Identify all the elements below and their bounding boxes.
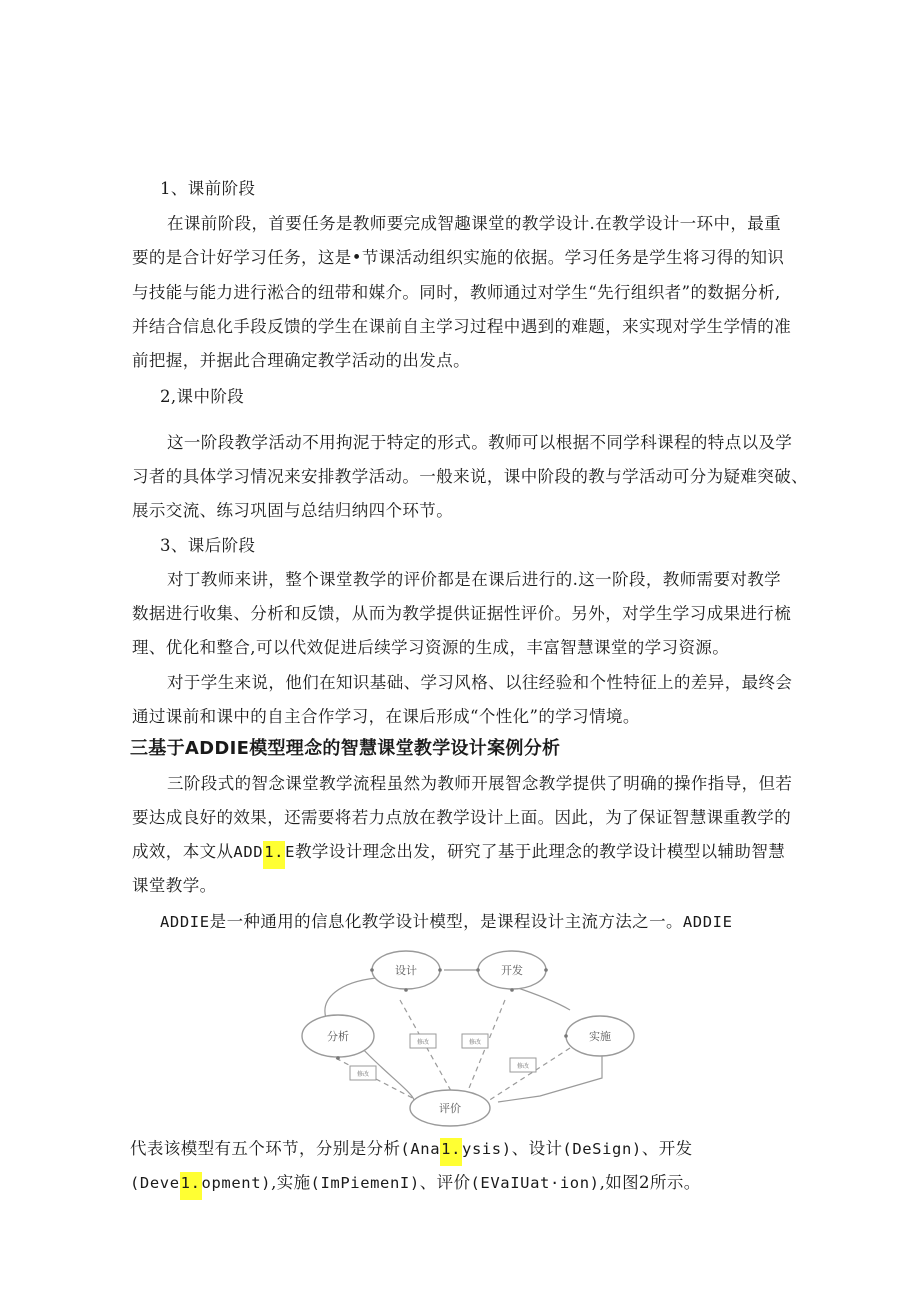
text-segment: 成效，本文从 — [132, 842, 234, 861]
text-segment: 教学设计理念出发，研究了基于此理念的教学设计模型以辅助智慧 — [295, 842, 786, 861]
text-segment: (DeSign) — [562, 1140, 642, 1158]
text-line: 对丁教师来讲，整个课堂教学的评价都是在课后进行的.这一阶段，教师需要对教学 — [167, 570, 782, 589]
node-develop-label: 开发 — [501, 964, 523, 977]
text-line-addie-intro — [160, 910, 733, 934]
highlight-mark: 1. — [440, 1138, 462, 1166]
dashed-develop-evaluate — [465, 1000, 505, 1098]
text-line: 三阶段式的智念课堂教学流程虽然为教师开展智念教学提供了明确的操作指导，但若 — [167, 774, 793, 793]
text-segment: (Deve — [130, 1174, 180, 1192]
node-evaluate-label: 评价 — [439, 1102, 461, 1115]
text-line-with-highlight — [132, 840, 785, 864]
text-segment: ,如图2所示。 — [599, 1173, 701, 1192]
heading-post-class: 3、课后阶段 — [160, 536, 256, 555]
text-segment: ysis) — [462, 1140, 512, 1158]
text-segment: ADDIE — [682, 913, 733, 931]
text-line: 通过课前和课中的自主合作学习，在课后形成“个性化”的学习情境。 — [132, 707, 640, 726]
link-develop-implement — [512, 986, 570, 1010]
text-segment: 代表该模型有五个环节，分别是分析 — [130, 1139, 401, 1158]
text-segment: (EVaIUat·ion) — [470, 1174, 600, 1192]
text-line: 要达成良好的效果，还需要将若力点放在教学设计上面。因此，为了保证智慧课重教学的 — [132, 808, 792, 827]
text-line: 在课前阶段，首要任务是教师要完成智趣课堂的教学设计.在教学设计一环中，最重 — [167, 214, 782, 233]
text-line: 习者的具体学习情况来安排教学活动。一般来说，课中阶段的教与学活动可分为疑难突破、 — [132, 467, 808, 486]
text-segment: opment) — [201, 1174, 272, 1192]
text-segment: ,实施 — [271, 1173, 311, 1192]
revise-label: 修改 — [356, 1071, 370, 1078]
text-line: 这一阶段教学活动不用拘泥于特定的形式。教师可以根据不同学科课程的特点以及学 — [167, 433, 793, 452]
highlight-mark: 1. — [180, 1172, 202, 1200]
text-line: 并结合信息化手段反馈的学生在课前自主学习过程中遇到的难题，来实现对学生学情的准 — [132, 317, 792, 336]
addie-diagram — [280, 948, 640, 1128]
text-segment: 、评价 — [419, 1173, 471, 1192]
text-line-addie-stages-1 — [130, 1137, 693, 1161]
text-segment: 、设计 — [511, 1139, 563, 1158]
node-implement-label: 实施 — [589, 1030, 611, 1043]
node-design-label: 设计 — [395, 964, 417, 977]
text-line: 课堂教学。 — [132, 876, 217, 895]
text-line: 与技能与能力进行淞合的纽带和媒介。同时，教师通过对学生“先行组织者”的数据分析, — [132, 283, 781, 302]
heading-in-class: 2,课中阶段 — [160, 387, 245, 406]
revise-label: 修改 — [416, 1039, 430, 1046]
text-line-addie-stages-2 — [130, 1171, 701, 1195]
text-segment: (Ana — [400, 1140, 441, 1158]
revise-label: 修改 — [516, 1063, 530, 1070]
highlight-mark: 1. — [263, 841, 285, 869]
text-line: 前把握，并据此合理确定教学活动的出发点。 — [132, 351, 470, 370]
text-segment: ADDIE — [160, 913, 210, 931]
text-line: 对于学生来说，他们在知识基础、学习风格、以往经验和个性特征上的差异，最终会 — [167, 673, 793, 692]
text-line: 理、优化和整合,可以代效促进后续学习资源的生成，丰富智慧课堂的学习资源。 — [132, 638, 730, 657]
text-segment: (ImPiemenI) — [310, 1174, 420, 1192]
dashed-design-evaluate — [400, 1000, 455, 1098]
heading-pre-class: 1、课前阶段 — [160, 179, 256, 198]
revise-label: 修改 — [468, 1039, 482, 1046]
text-segment: 是一种通用的信息化教学设计模型，是课程设计主流方法之一。 — [209, 912, 683, 931]
section-title: 三基于ADDIE模型理念的智慧课堂教学设计案例分析 — [130, 738, 561, 759]
text-segment: E — [285, 843, 296, 861]
text-line: 数据进行收集、分析和反馈，从而为教学提供证据性评价。另外，对学生学习成果进行梳 — [132, 604, 792, 623]
text-segment: 、开发 — [641, 1139, 693, 1158]
text-line: 展示交流、练习巩固与总结归纳四个环节。 — [132, 501, 454, 520]
text-line: 要的是合计好学习任务，这是•节课活动组织实施的依据。学习任务是学生将习得的知识 — [132, 248, 785, 267]
node-analysis-label: 分析 — [327, 1030, 349, 1043]
link-design-analysis — [325, 978, 376, 1018]
text-segment: ADD — [233, 843, 264, 861]
dashed-implement-evaluate — [485, 1048, 570, 1103]
